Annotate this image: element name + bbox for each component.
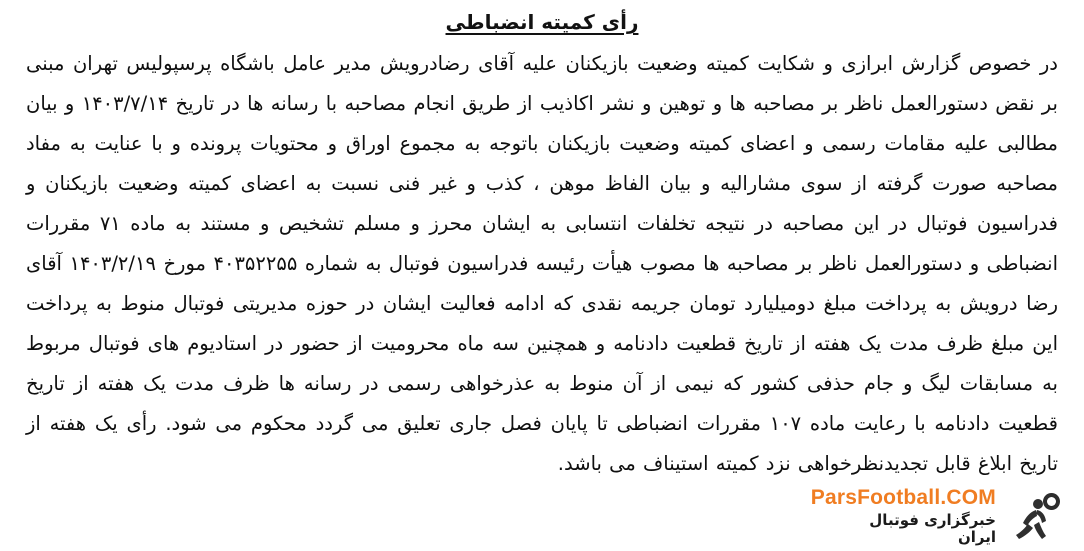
soccer-player-icon xyxy=(1004,489,1062,543)
watermark-agency-line1: خبرگزاری فوتبال xyxy=(869,510,996,529)
document-body xyxy=(22,44,1062,484)
page-title: رأی کمیته انضباطی xyxy=(445,10,639,34)
watermark xyxy=(648,487,1062,545)
watermark-agency-line2: ایران xyxy=(957,528,996,547)
verdict-paragraph: در خصوص گزارش ابرازی و شکایت کمیته وضعیت بازیکنان علیه آقای رضادرویش مدیر عامل باشگاه پرسپولیس تهران مبنی بر نقض دستورالعمل ناظر بر مصاحبه ها و توهین و نشر اکاذیب از طریق انجام مصاحبه با رسانه ها در تاریخ ۱۴۰۳/۷/۱۴ و بیان مطالبی علیه مقامات رسمی و اعضای کمیته وضعیت بازیکنان باتوجه به مجموع اوراق و محتویات پرونده و با عنایت به مفاد مصاحبه صورت گرفته از سوی مشارالیه و بیان الفاظ موهن ، کذب و غیر فنی نسبت به اعضای کمیته وضعیت بازیکنان و فدراسیون فوتبال در این مصاحبه در نتیجه تخلفات انتسابی به ایشان محرز و مسلم تشخیص و مستند به ماده ۷۱ مقررات انضباطی و دستورالعمل ناظر بر مصاحبه ها مصوب هیأت رئیسه فدراسیون فوتبال به شماره ۴۰۳۵۲۲۵۵ مورخ ۱۴۰۳/۲/۱۹ آقای رضا درویش به پرداخت مبلغ دومیلیارد تومان جریمه نقدی که ادامه فعالیت ایشان در حوزه مدیریتی فوتبال منوط به پرداخت این مبلغ ظرف مدت یک هفته از تاریخ قطعیت دادنامه و همچنین سه ماه محرومیت از حضور در استادیوم های فوتبال مربوط به مسابقات لیگ و جام حذفی کشور که نیمی از آن منوط به عذرخواهی رسمی در رسانه ها ظرف مدت یک هفته از تاریخ قطعیت دادنامه با رعایت ماده ۱۰۷ مقررات انضباطی تا پایان فصل جاری تعلیق می گردد محکوم می شود. رأی یک هفته از تاریخ ابلاغ قابل تجدیدنظرخواهی نزد کمیته استیناف می باشد. xyxy=(26,52,1058,475)
watermark-site: ParsFootball.COM xyxy=(810,485,996,509)
watermark-text xyxy=(811,486,996,547)
